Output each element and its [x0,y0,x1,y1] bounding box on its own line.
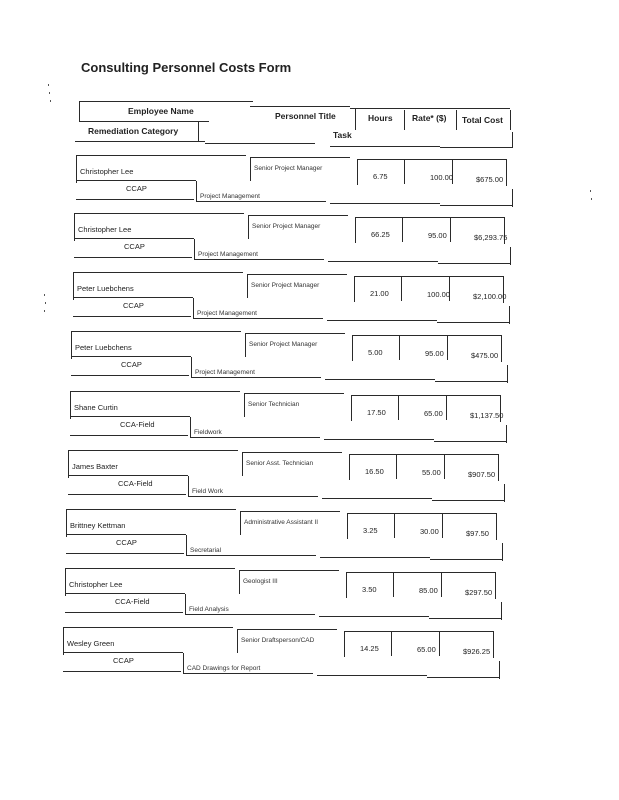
header-personnel-title: Personnel Title [275,111,336,121]
hours-value: 66.25 [371,230,390,239]
row-mid-rule [63,652,183,653]
row-bottom-rule [68,494,186,495]
employee-name: James Baxter [72,462,118,471]
row-bottom-rule [73,316,191,317]
row-col-rule [239,570,240,594]
row-right-rule [496,514,497,540]
remediation-category: CCA-Field [120,420,155,429]
row-bottom-rule [324,439,434,440]
remediation-category: CCAP [123,301,144,310]
row-bottom-rule [70,435,188,436]
task-value: Project Management [198,251,258,258]
scan-speck [48,84,49,86]
personnel-title: Senior Project Manager [251,282,320,289]
row-top-rule [63,627,233,628]
hours-value: 3.50 [362,585,377,594]
row-bottom-rule [317,675,427,676]
remediation-category: CCAP [124,242,145,251]
row-col-rule [240,511,241,535]
row-right-rule [509,306,510,324]
employee-name: Christopher Lee [69,580,123,589]
header-right-rule [512,132,513,148]
scan-speck [44,310,45,312]
total-cost-value: $1,137.50 [470,411,504,420]
row-col-rule [346,572,347,598]
row-left-rule [70,391,71,419]
row-bottom-rule [66,553,184,554]
total-cost-value: $297.50 [465,588,493,597]
header-mid-rule [79,121,209,122]
row-top-rule [346,572,496,573]
row-col-rule [190,417,191,437]
header-top-rule [350,108,510,109]
total-cost-value: $907.50 [468,470,496,479]
employee-name: Christopher Lee [78,225,132,234]
row-bottom-rule [435,381,507,382]
task-value: Project Management [200,193,260,200]
row-top-rule [351,395,501,396]
row-col-rule [250,157,251,181]
row-col-rule [247,274,248,298]
row-col-rule [394,514,395,538]
rate-value: 100.00 [430,173,453,182]
personnel-title: Senior Asst. Technician [246,460,314,467]
row-top-rule [344,631,494,632]
total-cost-value: $2,100.00 [473,292,507,301]
employee-name: Brittney Kettman [70,521,126,530]
total-cost-value: $97.50 [466,529,489,538]
row-bottom-rule [427,677,499,678]
header-rate: Rate* ($) [412,113,447,123]
row-mid-rule [73,297,193,298]
personnel-title: Senior Project Manager [254,165,323,172]
task-value: CAD Drawings for Report [187,665,261,672]
employee-name: Peter Luebchens [77,284,134,293]
row-col-rule [344,631,345,657]
header-left-rule [79,101,80,121]
hours-value: 16.50 [365,467,384,476]
row-top-rule [242,452,342,453]
row-right-rule [510,247,511,265]
row-bottom-rule [432,500,504,501]
hours-value: 6.75 [373,172,388,181]
task-value: Project Management [195,369,255,376]
task-value: Secretarial [190,547,222,554]
row-col-rule [185,594,186,614]
row-bottom-rule [319,616,429,617]
row-bottom-rule [183,673,313,674]
personnel-title: Administrative Assistant II [244,519,319,526]
scan-speck [50,100,51,102]
rate-value: 65.00 [417,645,436,654]
row-mid-rule [65,593,185,594]
row-right-rule [498,455,499,481]
row-left-rule [66,509,67,537]
remediation-category: CCA-Field [118,479,153,488]
form-title: Consulting Personnel Costs Form [81,60,292,75]
row-col-rule [401,277,402,301]
row-mid-rule [70,416,190,417]
row-col-rule [244,393,245,417]
row-bottom-rule [328,261,438,262]
header-top-rule [250,106,350,107]
row-top-rule [73,272,243,273]
row-bottom-rule [63,671,181,672]
row-col-rule [439,632,440,656]
header-top-rule [79,101,253,102]
scan-speck [591,198,592,200]
row-top-rule [354,276,504,277]
header-right-rule [510,110,511,130]
row-col-rule [398,396,399,420]
row-bottom-rule [71,375,189,376]
row-col-rule [242,452,243,476]
total-cost-value: $675.00 [476,175,504,184]
remediation-category: CCAP [113,656,134,665]
row-top-rule [352,335,502,336]
header-bottom-rule [205,143,315,144]
row-bottom-rule [434,441,506,442]
row-top-rule [248,215,348,216]
row-bottom-rule [65,612,183,613]
row-right-rule [493,632,494,658]
row-right-rule [506,425,507,443]
row-col-rule [355,217,356,243]
row-top-rule [245,333,345,334]
row-bottom-rule [430,559,502,560]
row-right-rule [506,160,507,186]
row-left-rule [76,155,77,183]
personnel-title: Senior Project Manager [249,341,318,348]
header-col-rule [355,108,356,130]
row-bottom-rule [76,199,194,200]
row-bottom-rule [325,379,435,380]
row-col-rule [402,218,403,242]
scan-speck [44,294,45,296]
row-top-rule [74,213,244,214]
header-col-rule [456,110,457,130]
row-col-rule [183,653,184,673]
row-left-rule [71,331,72,359]
header-col-rule [404,110,405,130]
row-col-rule [393,573,394,597]
employee-name: Christopher Lee [80,167,134,176]
row-col-rule [352,335,353,361]
total-cost-value: $6,293.75 [474,233,508,242]
row-left-rule [65,568,66,596]
personnel-title: Senior Technician [248,401,300,408]
row-mid-rule [71,356,191,357]
row-bottom-rule [193,318,323,319]
total-cost-value: $475.00 [471,351,499,360]
row-top-rule [70,391,240,392]
row-bottom-rule [186,555,316,556]
header-bottom-rule [75,141,205,142]
row-col-rule [399,336,400,360]
row-col-rule [444,455,445,479]
header-col-rule [198,122,199,142]
row-bottom-rule [191,377,321,378]
row-right-rule [501,602,502,620]
row-col-rule [442,514,443,538]
scan-speck [590,190,591,192]
row-col-rule [396,455,397,479]
row-top-rule [237,629,337,630]
row-bottom-rule [327,320,437,321]
remediation-category: CCAP [121,360,142,369]
row-top-rule [357,159,507,160]
header-bottom-rule [330,146,440,147]
task-value: Fieldwork [194,429,222,436]
row-bottom-rule [437,322,509,323]
row-col-rule [347,513,348,539]
row-right-rule [512,189,513,207]
row-col-rule [351,395,352,421]
row-col-rule [186,535,187,555]
rate-value: 95.00 [425,349,444,358]
row-left-rule [74,213,75,241]
personnel-title: Geologist III [243,578,278,585]
row-right-rule [499,661,500,679]
row-right-rule [507,365,508,383]
row-mid-rule [74,238,194,239]
row-bottom-rule [196,201,326,202]
employee-name: Shane Curtin [74,403,118,412]
task-value: Project Management [197,310,257,317]
row-right-rule [504,484,505,502]
remediation-category: CCA-Field [115,597,150,606]
rate-value: 85.00 [419,586,438,595]
row-top-rule [68,450,238,451]
hours-value: 21.00 [370,289,389,298]
row-top-rule [250,157,350,158]
header-hours: Hours [368,113,393,123]
rate-value: 65.00 [424,409,443,418]
row-bottom-rule [185,614,315,615]
row-col-rule [193,298,194,318]
hours-value: 17.50 [367,408,386,417]
row-col-rule [237,629,238,653]
row-bottom-rule [190,437,320,438]
row-col-rule [194,239,195,259]
row-col-rule [191,357,192,377]
row-top-rule [347,513,497,514]
row-bottom-rule [429,618,501,619]
row-right-rule [495,573,496,599]
row-col-rule [196,181,197,201]
row-col-rule [245,333,246,357]
row-bottom-rule [438,263,510,264]
row-top-rule [71,331,241,332]
row-top-rule [76,155,246,156]
header-employee-name: Employee Name [128,106,194,116]
row-col-rule [404,160,405,184]
row-right-rule [502,543,503,561]
row-right-rule [501,336,502,362]
remediation-category: CCAP [116,538,137,547]
row-col-rule [446,396,447,420]
scan-speck [45,302,46,304]
rate-value: 100.00 [427,290,450,299]
row-left-rule [68,450,69,478]
task-value: Field Analysis [189,606,229,613]
row-bottom-rule [188,496,318,497]
total-cost-value: $926.25 [463,647,491,656]
row-top-rule [247,274,347,275]
row-col-rule [349,454,350,480]
row-col-rule [450,218,451,242]
row-top-rule [65,568,235,569]
header-bottom-rule [440,147,513,148]
row-top-rule [239,570,339,571]
scan-speck [49,92,50,94]
row-bottom-rule [330,203,440,204]
header-task: Task [333,130,352,140]
row-bottom-rule [440,205,512,206]
row-bottom-rule [320,557,430,558]
personnel-title: Senior Project Manager [252,223,321,230]
row-col-rule [391,632,392,656]
row-left-rule [73,272,74,300]
row-mid-rule [76,180,196,181]
row-top-rule [244,393,344,394]
personnel-title: Senior Draftsperson/CAD [241,637,315,644]
row-top-rule [66,509,236,510]
row-mid-rule [68,475,188,476]
task-value: Field Work [192,488,223,495]
row-left-rule [63,627,64,655]
rate-value: 95.00 [428,231,447,240]
row-col-rule [447,336,448,360]
row-top-rule [349,454,499,455]
row-col-rule [188,476,189,496]
header-remediation-category: Remediation Category [88,126,179,136]
row-col-rule [441,573,442,597]
row-col-rule [354,276,355,302]
row-bottom-rule [74,257,192,258]
row-mid-rule [66,534,186,535]
row-col-rule [357,159,358,185]
hours-value: 14.25 [360,644,379,653]
row-bottom-rule [322,498,432,499]
row-top-rule [355,217,505,218]
row-col-rule [248,215,249,239]
remediation-category: CCAP [126,184,147,193]
employee-name: Peter Luebchens [75,343,132,352]
hours-value: 5.00 [368,348,383,357]
header-total-cost: Total Cost [462,115,503,125]
rate-value: 55.00 [422,468,441,477]
row-top-rule [240,511,340,512]
employee-name: Wesley Green [67,639,115,648]
row-bottom-rule [194,259,324,260]
hours-value: 3.25 [363,526,378,535]
rate-value: 30.00 [420,527,439,536]
